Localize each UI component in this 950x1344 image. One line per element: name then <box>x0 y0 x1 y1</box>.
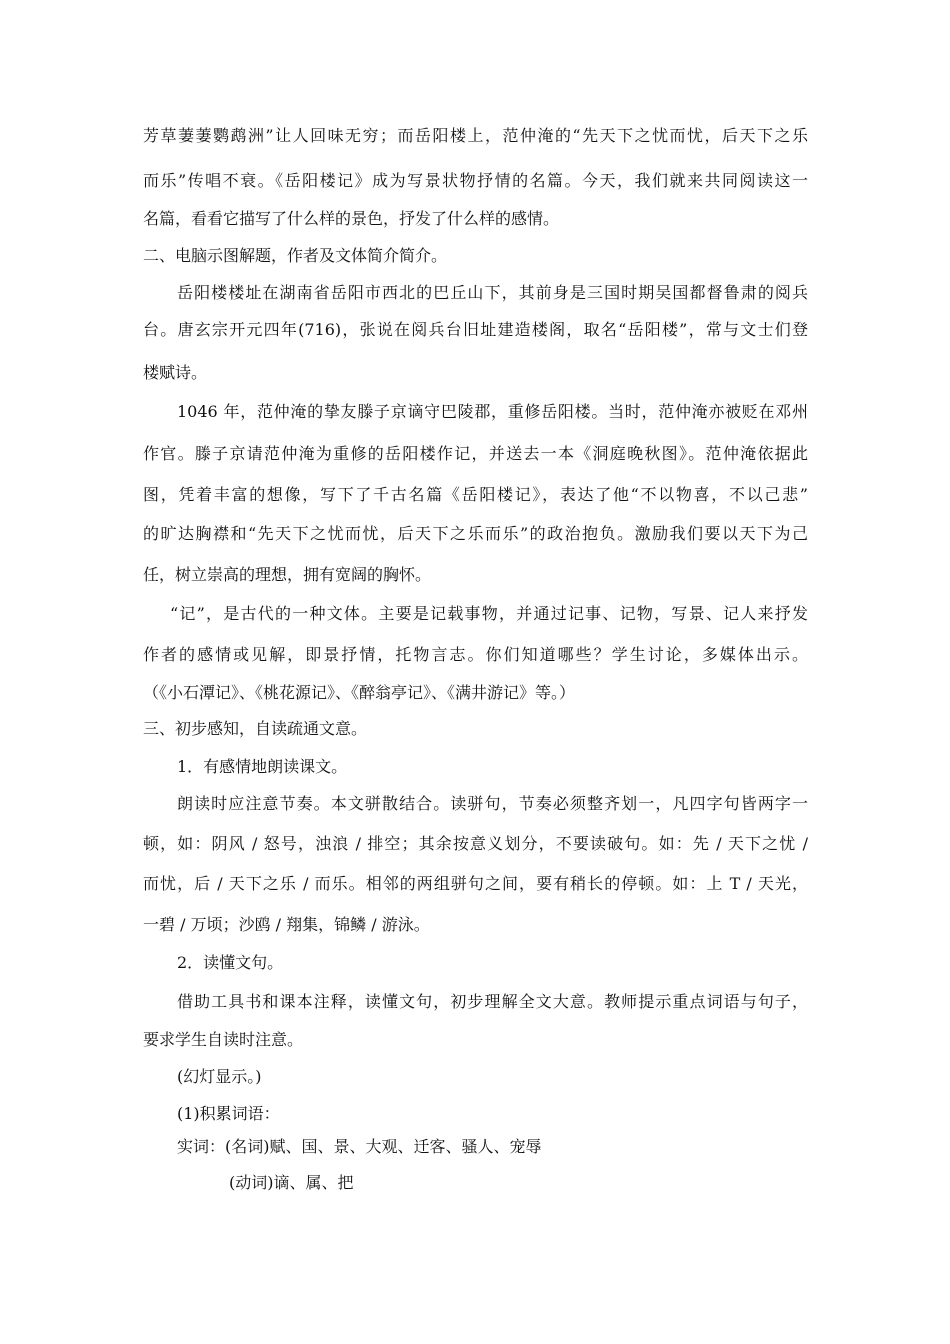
text-line: 芳草萋萋鹦鹉洲”让人回味无穷；而岳阳楼上，范仲淹的“先天下之忧而忧，后天下之乐 <box>143 126 808 145</box>
text-line: 借助工具书和课本注释，读懂文句，初步理解全文大意。教师提示重点词语与句子， <box>177 992 808 1011</box>
text-line: 而忧，后 / 天下之乐 / 而乐。相邻的两组骈句之间，要有稍长的停顿。如：上 T / 天光， <box>143 874 808 893</box>
text-line: 名篇，看看它描写了什么样的景色，抒发了什么样的感情。 <box>143 209 560 228</box>
text-line: 1046 年，范仲淹的挚友滕子京谪守巴陵郡，重修岳阳楼。当时，范仲淹亦被贬在邓州 <box>177 402 808 421</box>
section-heading: 二、电脑示图解题，作者及文体简介简介。 <box>143 246 448 265</box>
text-line: 要求学生自读时注意。 <box>143 1030 304 1049</box>
text-line: 而乐”传唱不衰。《岳阳楼记》成为写景状物抒情的名篇。今天，我们就来共同阅读这一 <box>143 171 808 190</box>
text-line: 任，树立崇高的理想，拥有宽阔的胸怀。 <box>143 565 432 584</box>
text-line: 作者的感情或见解，即景抒情，托物言志。你们知道哪些？学生讨论，多媒体出示。 <box>143 645 808 664</box>
text-line: 朗读时应注意节奏。本文骈散结合。读骈句，节奏必须整齐划一，凡四字句皆两字一 <box>177 794 808 813</box>
subheading: (1)积累词语： <box>177 1104 280 1123</box>
text-line: 楼赋诗。 <box>143 363 208 382</box>
text-line: 作官。滕子京请范仲淹为重修的岳阳楼作记，并送去一本《洞庭晚秋图》。范仲淹依据此 <box>143 444 808 463</box>
text-line: 的旷达胸襟和“先天下之忧而忧，后天下之乐而乐”的政治抱负。激励我们要以天下为己 <box>143 524 808 543</box>
text-line: 岳阳楼楼址在湖南省岳阳市西北的巴丘山下，其前身是三国时期吴国都督鲁肃的阅兵 <box>177 283 808 302</box>
text-line: 台。唐玄宗开元四年(716)，张说在阅兵台旧址建造楼阁，取名“岳阳楼”，常与文士们登 <box>143 320 808 339</box>
text-line: 图，凭着丰富的想像，写下了千古名篇《岳阳楼记》，表达了他“不以物喜，不以己悲” <box>143 485 808 504</box>
subheading: 2．读懂文句。 <box>177 953 284 972</box>
text-line: （《小石潭记》、《桃花源记》、《醉翁亭记》、《满井游记》等。） <box>143 683 576 702</box>
section-heading: 三、初步感知，自读疏通文意。 <box>143 719 368 738</box>
text-line: 顿，如：阴风 / 怒号，浊浪 / 排空；其余按意义划分，不要读破句。如：先 / 天下之忧 / <box>143 834 808 853</box>
subheading: 1．有感情地朗读课文。 <box>177 757 348 776</box>
vocab-line: (动词)谪、属、把 <box>229 1173 354 1192</box>
text-line: “记”，是古代的一种文体。主要是记载事物，并通过记事、记物，写景、记人来抒发 <box>170 604 808 623</box>
note-line: (幻灯显示。) <box>177 1067 262 1086</box>
text-line: 一碧 / 万顷；沙鸥 / 翔集，锦鳞 / 游泳。 <box>143 915 430 934</box>
vocab-line: 实词：(名词)赋、国、景、大观、迁客、骚人、宠辱 <box>177 1137 542 1156</box>
